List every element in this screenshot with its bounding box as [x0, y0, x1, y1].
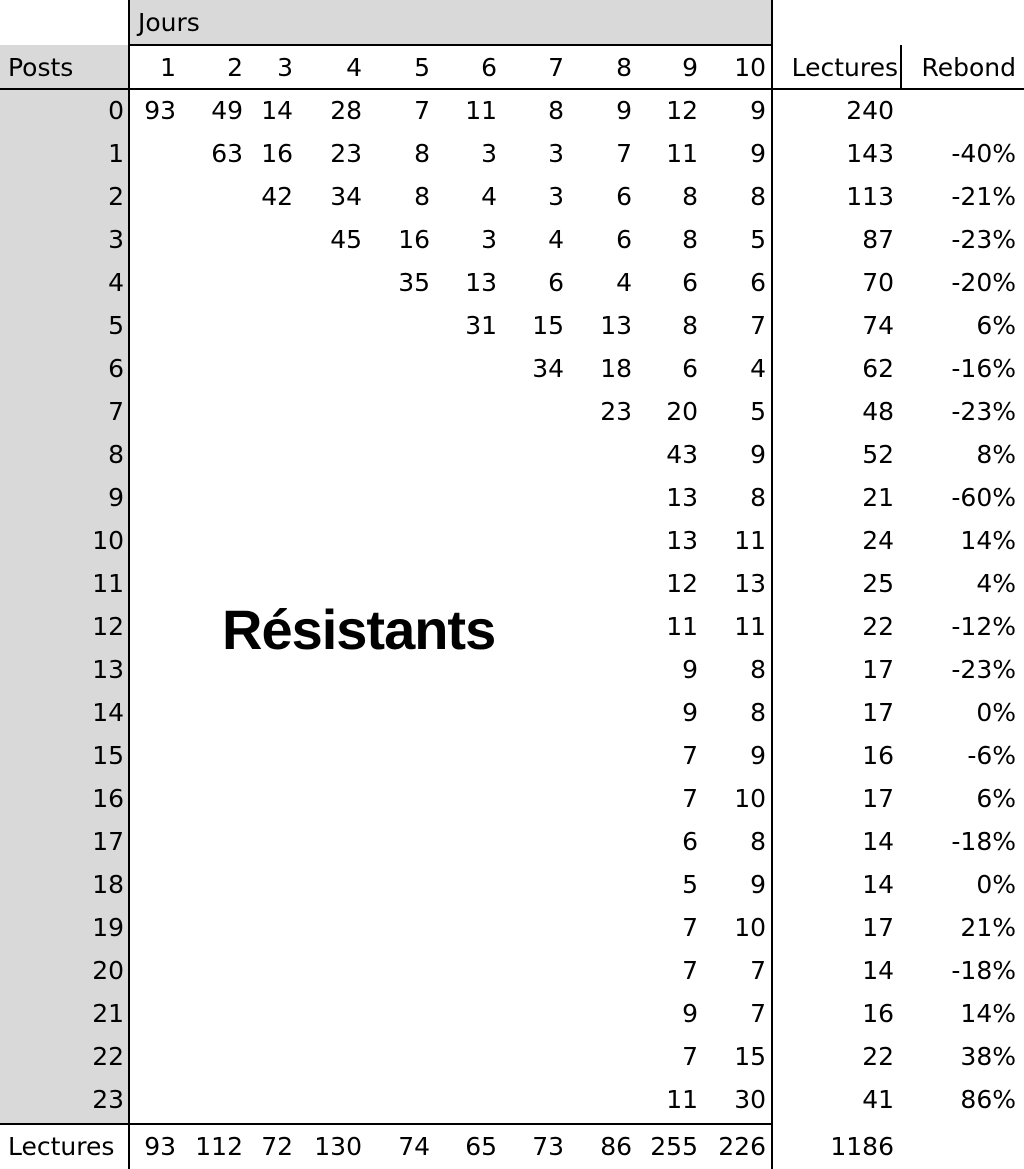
table-cell: 30 [734, 1085, 766, 1114]
posts-column-divider [128, 0, 130, 1169]
row-reads: 24 [862, 526, 894, 555]
table-cell: 23 [600, 397, 632, 426]
table-cell: 6 [750, 268, 766, 297]
total-reads: 1186 [830, 1132, 894, 1161]
table-cell: 14 [261, 96, 293, 125]
row-bounce: 6% [976, 784, 1016, 813]
table-cell: 5 [682, 870, 698, 899]
row-reads: 70 [862, 268, 894, 297]
total-cell: 73 [532, 1132, 564, 1161]
table-cell: 9 [750, 440, 766, 469]
table-cell: 16 [398, 225, 430, 254]
table-cell: 9 [682, 655, 698, 684]
row-bounce: 8% [976, 440, 1016, 469]
row-reads: 143 [846, 139, 894, 168]
total-cell: 226 [718, 1132, 766, 1161]
row-reads: 25 [862, 569, 894, 598]
row-bounce: 14% [960, 526, 1016, 555]
table-cell: 7 [682, 784, 698, 813]
table-cell: 4 [548, 225, 564, 254]
total-cell: 86 [600, 1132, 632, 1161]
post-number: 4 [108, 268, 124, 297]
table-cell: 6 [616, 225, 632, 254]
total-cell: 112 [195, 1132, 243, 1161]
total-cell: 65 [465, 1132, 497, 1161]
table-cell: 13 [666, 526, 698, 555]
row-bounce: -18% [951, 956, 1016, 985]
row-reads: 17 [862, 655, 894, 684]
day-header-10: 10 [734, 53, 766, 82]
post-number: 10 [92, 526, 124, 555]
row-bounce: -16% [951, 354, 1016, 383]
table-cell: 3 [481, 225, 497, 254]
total-cell: 255 [650, 1132, 698, 1161]
row-bounce: -40% [951, 139, 1016, 168]
post-number: 3 [108, 225, 124, 254]
table-cell: 3 [548, 182, 564, 211]
table-cell: 4 [750, 354, 766, 383]
table-cell: 43 [666, 440, 698, 469]
post-number: 20 [92, 956, 124, 985]
day-header-2: 2 [227, 53, 243, 82]
row-bounce: -21% [951, 182, 1016, 211]
table-cell: 7 [750, 311, 766, 340]
row-bounce: 14% [960, 999, 1016, 1028]
table-cell: 6 [682, 354, 698, 383]
row-reads: 17 [862, 784, 894, 813]
table-cell: 5 [750, 397, 766, 426]
table-cell: 9 [682, 999, 698, 1028]
table-cell: 8 [548, 96, 564, 125]
table-cell: 5 [750, 225, 766, 254]
bounce-header: Rebond [921, 53, 1016, 82]
row-reads: 16 [862, 741, 894, 770]
table-cell: 9 [616, 96, 632, 125]
table-cell: 8 [750, 483, 766, 512]
post-number: 8 [108, 440, 124, 469]
row-reads: 62 [862, 354, 894, 383]
table-cell: 35 [398, 268, 430, 297]
table-cell: 34 [532, 354, 564, 383]
table-cell: 8 [682, 182, 698, 211]
table-cell: 11 [666, 139, 698, 168]
row-reads: 14 [862, 956, 894, 985]
row-bounce: 38% [960, 1042, 1016, 1071]
post-number: 12 [92, 612, 124, 641]
table-cell: 31 [465, 311, 497, 340]
table-cell: 7 [682, 913, 698, 942]
table-cell: 93 [144, 96, 176, 125]
post-number: 7 [108, 397, 124, 426]
row-reads: 41 [862, 1085, 894, 1114]
table-cell: 8 [750, 655, 766, 684]
table-cell: 13 [465, 268, 497, 297]
day-header-5: 5 [414, 53, 430, 82]
table-cell: 8 [414, 182, 430, 211]
table-cell: 34 [330, 182, 362, 211]
post-number: 23 [92, 1085, 124, 1114]
row-bounce: -12% [951, 612, 1016, 641]
row-bounce: 4% [976, 569, 1016, 598]
table-cell: 20 [666, 397, 698, 426]
row-reads: 21 [862, 483, 894, 512]
row-bounce: 21% [960, 913, 1016, 942]
table-cell: 3 [481, 139, 497, 168]
table-cell: 11 [734, 612, 766, 641]
row-reads: 48 [862, 397, 894, 426]
table-cell: 11 [465, 96, 497, 125]
table-cell: 18 [600, 354, 632, 383]
table-cell: 23 [330, 139, 362, 168]
row-reads: 14 [862, 870, 894, 899]
table-cell: 3 [548, 139, 564, 168]
post-number: 15 [92, 741, 124, 770]
table-cell: 15 [532, 311, 564, 340]
table-cell: 9 [750, 870, 766, 899]
day-header-1: 1 [160, 53, 176, 82]
table-cell: 13 [600, 311, 632, 340]
table-cell: 11 [666, 1085, 698, 1114]
row-reads: 52 [862, 440, 894, 469]
row-reads: 74 [862, 311, 894, 340]
post-number: 1 [108, 139, 124, 168]
table-cell: 10 [734, 913, 766, 942]
row-bounce: -23% [951, 397, 1016, 426]
table-cell: 4 [481, 182, 497, 211]
table-cell: 8 [750, 698, 766, 727]
total-cell: 74 [398, 1132, 430, 1161]
day-header-3: 3 [277, 53, 293, 82]
totals-label: Lectures [8, 1132, 115, 1161]
post-number: 17 [92, 827, 124, 856]
table-cell: 11 [666, 612, 698, 641]
table-cell: 8 [750, 182, 766, 211]
day-header-7: 7 [548, 53, 564, 82]
table-cell: 28 [330, 96, 362, 125]
post-number: 16 [92, 784, 124, 813]
row-bounce: 0% [976, 698, 1016, 727]
row-bounce: -20% [951, 268, 1016, 297]
row-reads: 14 [862, 827, 894, 856]
post-number: 5 [108, 311, 124, 340]
day-header-6: 6 [481, 53, 497, 82]
row-reads: 87 [862, 225, 894, 254]
table-cell: 7 [682, 741, 698, 770]
table-cell: 7 [616, 139, 632, 168]
table-cell: 7 [682, 956, 698, 985]
table-cell: 7 [750, 999, 766, 1028]
table-cell: 13 [734, 569, 766, 598]
reads-header: Lectures [791, 53, 898, 82]
post-number: 18 [92, 870, 124, 899]
row-reads: 240 [846, 96, 894, 125]
row-reads: 113 [846, 182, 894, 211]
post-number: 22 [92, 1042, 124, 1071]
day-header-9: 9 [682, 53, 698, 82]
row-reads: 17 [862, 698, 894, 727]
table-cell: 7 [414, 96, 430, 125]
day-header-8: 8 [616, 53, 632, 82]
resistants-label: Résistants [222, 598, 496, 661]
days-label: Jours [138, 8, 200, 37]
post-number: 9 [108, 483, 124, 512]
table-cell: 9 [682, 698, 698, 727]
post-number: 2 [108, 182, 124, 211]
total-cell: 130 [314, 1132, 362, 1161]
table-cell: 6 [616, 182, 632, 211]
row-bounce: 6% [976, 311, 1016, 340]
post-number: 13 [92, 655, 124, 684]
posts-label: Posts [8, 53, 74, 82]
table-cell: 8 [682, 311, 698, 340]
table-cell: 8 [750, 827, 766, 856]
table-cell: 15 [734, 1042, 766, 1071]
table-cell: 8 [682, 225, 698, 254]
total-cell: 72 [261, 1132, 293, 1161]
row-bounce: -23% [951, 225, 1016, 254]
reads-bounce-divider [900, 45, 902, 89]
table-cell: 12 [666, 569, 698, 598]
post-number: 19 [92, 913, 124, 942]
post-number: 11 [92, 569, 124, 598]
table-cell: 16 [261, 139, 293, 168]
table-cell: 6 [682, 268, 698, 297]
table-cell: 9 [750, 139, 766, 168]
post-number: 0 [108, 96, 124, 125]
days-block-divider [771, 0, 773, 1169]
row-bounce: -60% [951, 483, 1016, 512]
total-cell: 93 [144, 1132, 176, 1161]
table-cell: 45 [330, 225, 362, 254]
day-header-4: 4 [346, 53, 362, 82]
post-number: 14 [92, 698, 124, 727]
table-cell: 6 [682, 827, 698, 856]
table-cell: 8 [414, 139, 430, 168]
row-bounce: -18% [951, 827, 1016, 856]
table-cell: 4 [616, 268, 632, 297]
row-reads: 16 [862, 999, 894, 1028]
table-cell: 49 [211, 96, 243, 125]
table-cell: 9 [750, 96, 766, 125]
row-reads: 22 [862, 612, 894, 641]
row-bounce: -23% [951, 655, 1016, 684]
row-bounce: 86% [960, 1085, 1016, 1114]
table-cell: 6 [548, 268, 564, 297]
row-reads: 22 [862, 1042, 894, 1071]
table-cell: 10 [734, 784, 766, 813]
table-cell: 7 [750, 956, 766, 985]
table-cell: 12 [666, 96, 698, 125]
table-cell: 63 [211, 139, 243, 168]
table-cell: 11 [734, 526, 766, 555]
post-number: 21 [92, 999, 124, 1028]
table-cell: 9 [750, 741, 766, 770]
row-reads: 17 [862, 913, 894, 942]
table-cell: 13 [666, 483, 698, 512]
row-bounce: -6% [967, 741, 1016, 770]
table-cell: 7 [682, 1042, 698, 1071]
post-number: 6 [108, 354, 124, 383]
row-bounce: 0% [976, 870, 1016, 899]
table-cell: 42 [261, 182, 293, 211]
